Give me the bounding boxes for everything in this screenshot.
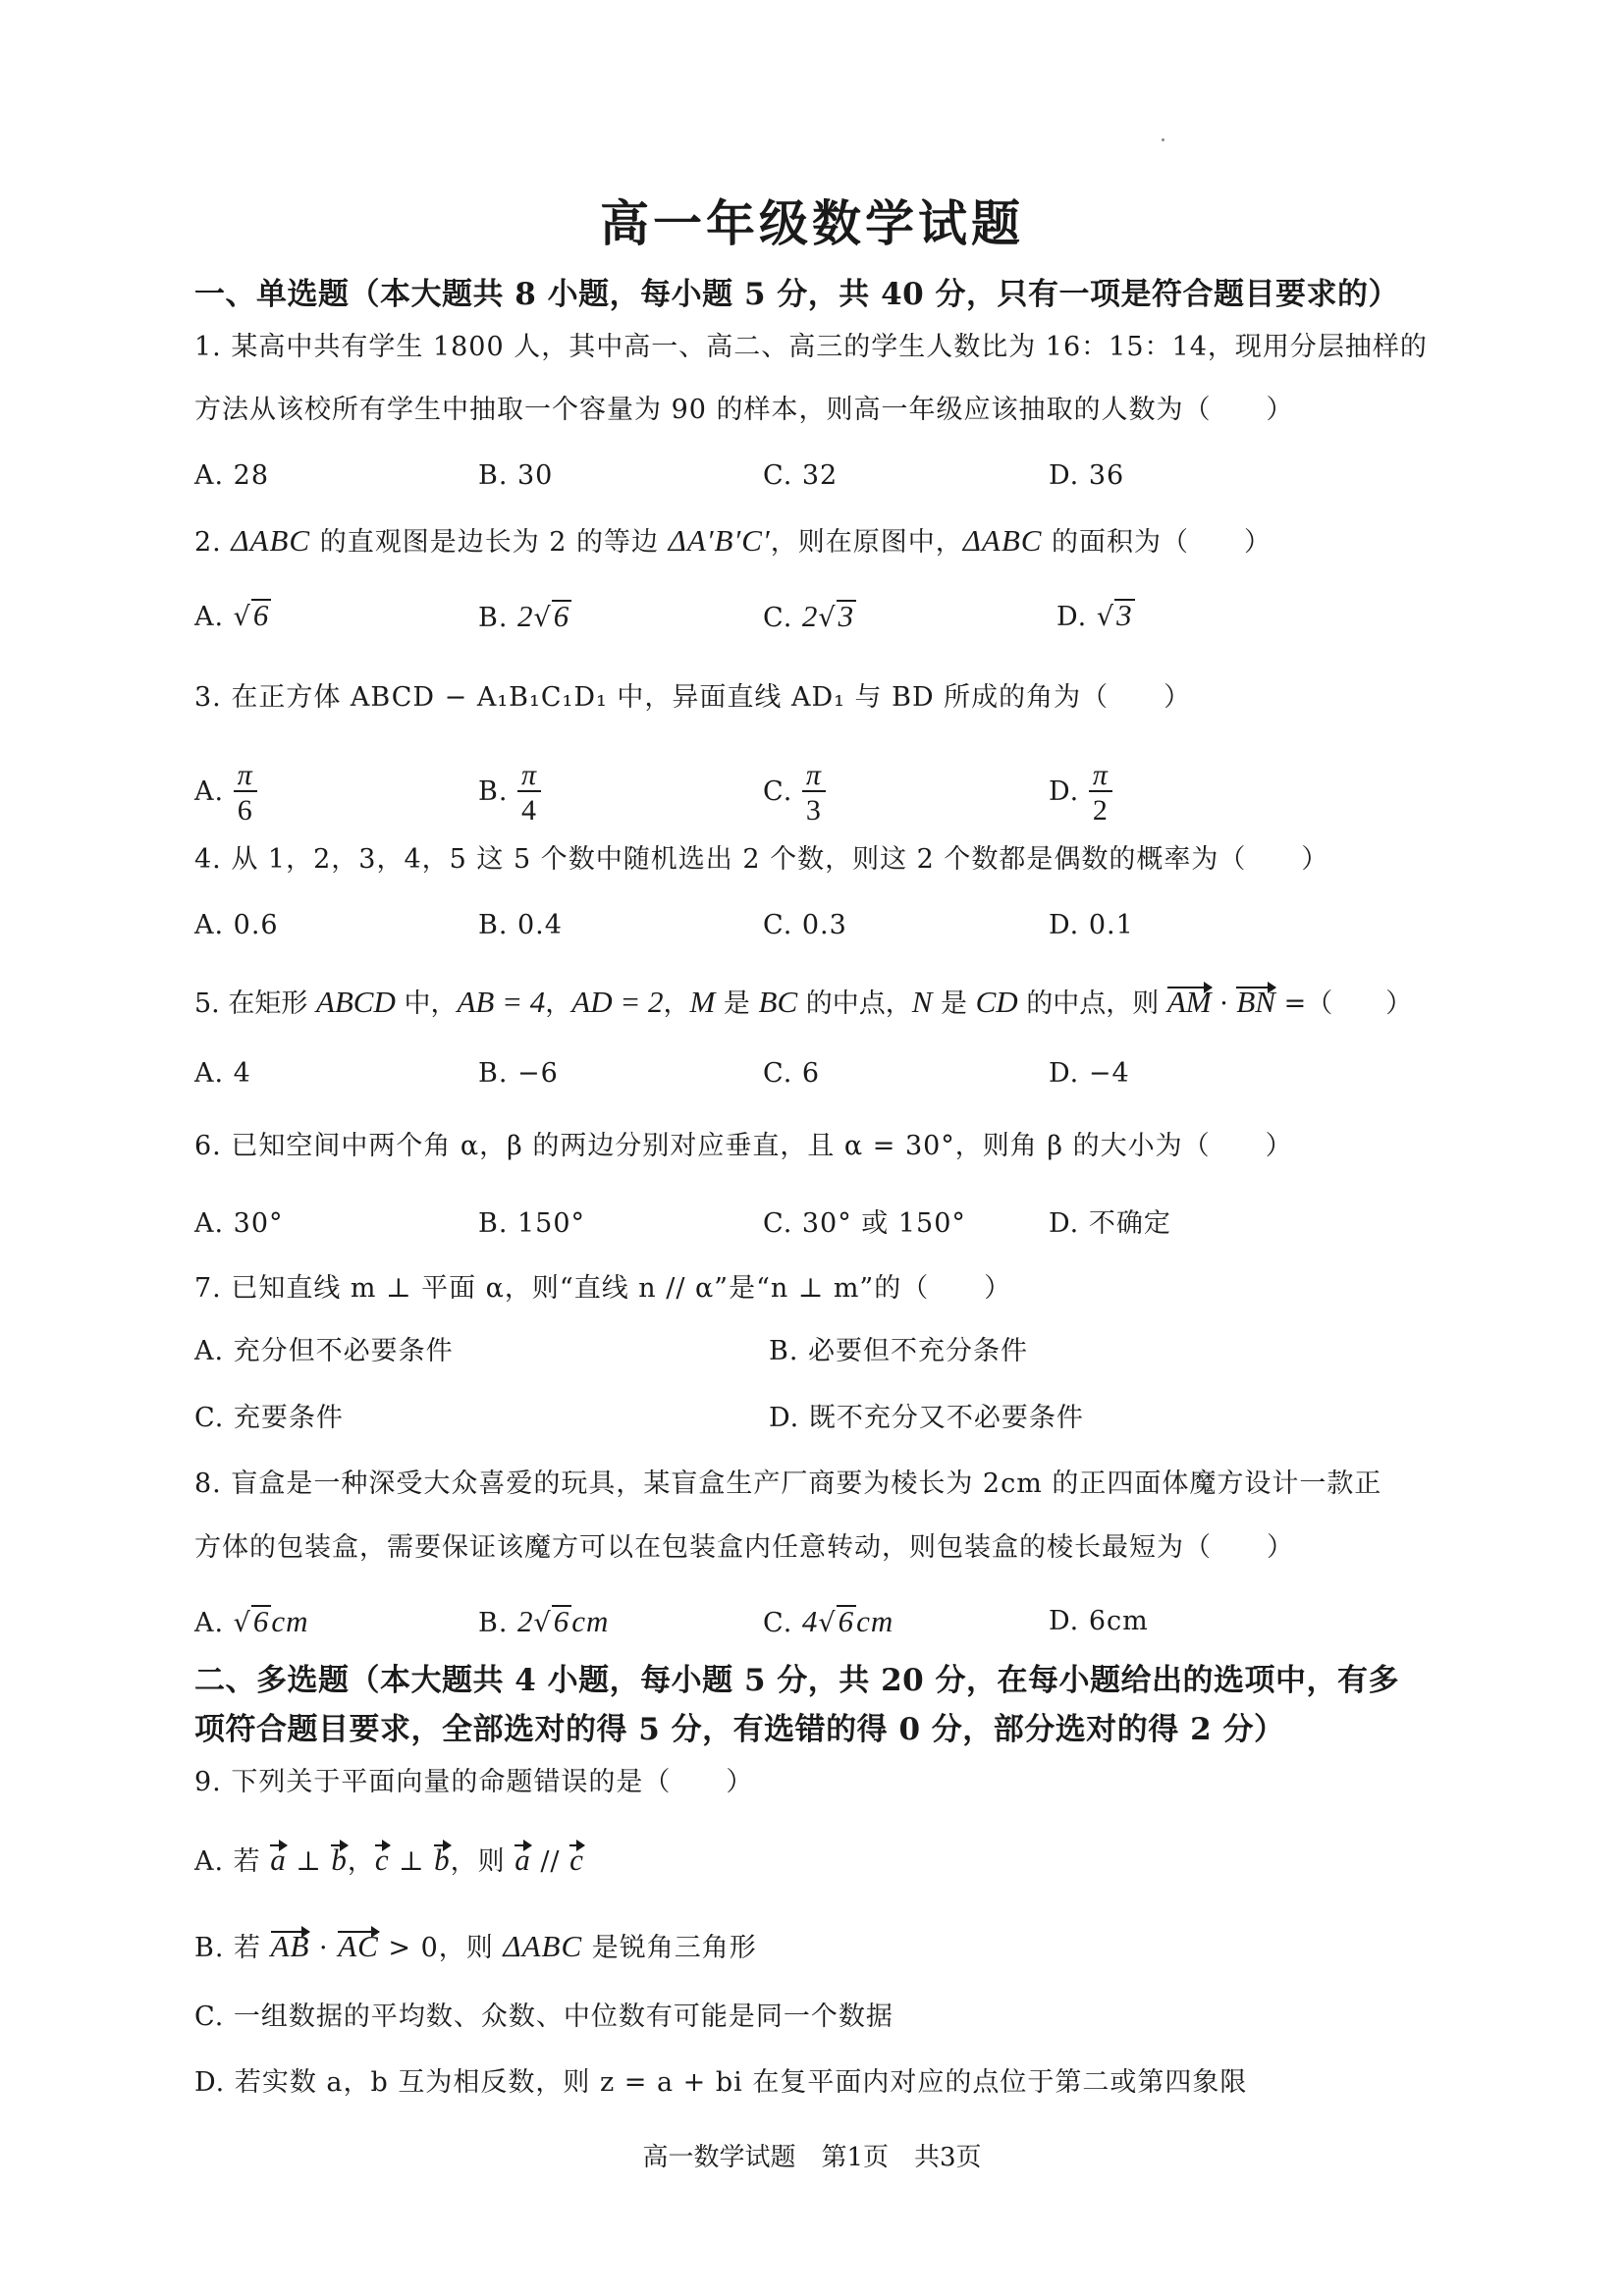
vector-b: b — [434, 1842, 451, 1877]
question-3-stem: 3. 在正方体 ABCD − A₁B₁C₁D₁ 中，异面直线 AD₁ 与 BD 所成的角为（ ） — [194, 682, 1192, 713]
radicand: 6 — [252, 1604, 270, 1638]
question-8-option-a: A. √6cm — [194, 1604, 309, 1638]
math-triangle-prime: ΔA′B′C′ — [668, 523, 771, 558]
question-2-option-a: A. √6 — [194, 598, 270, 632]
vector-a: a — [514, 1842, 531, 1877]
question-6-option-c: C. 30° 或 150° — [763, 1208, 966, 1239]
question-8-option-c: C. 4√6cm — [763, 1604, 894, 1638]
question-7-option-b: B. 必要但不充分条件 — [769, 1336, 1029, 1366]
question-7-option-a: A. 充分但不必要条件 — [194, 1336, 454, 1366]
question-2-option-b: B. 2√6 — [478, 599, 570, 633]
radicand: 3 — [1116, 598, 1133, 632]
fraction: $\frac{\pi}{3}$ — [802, 761, 826, 826]
vector-am: AM — [1166, 985, 1212, 1019]
question-3-option-c: C. $\frac{\pi}{3}$ — [763, 758, 826, 827]
question-7-option-d: D. 既不充分又不必要条件 — [769, 1403, 1084, 1433]
radicand: 6 — [553, 1604, 570, 1638]
question-8-option-b: B. 2√6cm — [478, 1604, 610, 1638]
question-6-option-a: A. 30° — [194, 1208, 284, 1239]
vector-c: c — [374, 1842, 390, 1877]
question-3-option-d: D. $\frac{\pi}{2}$ — [1049, 758, 1112, 827]
question-6-stem: 6. 已知空间中两个角 α，β 的两边分别对应垂直，且 α = 30°，则角 β 的大小为（ ） — [194, 1131, 1293, 1161]
page-title: 高一年级数学试题 — [600, 194, 1024, 252]
question-6-option-b: B. 150° — [478, 1208, 586, 1239]
radicand: 6 — [838, 1604, 855, 1638]
vector-a: a — [270, 1842, 287, 1877]
question-1-option-c: C. 32 — [763, 460, 839, 491]
question-4-option-a: A. 0.6 — [194, 910, 279, 940]
vector-bn: BN — [1236, 985, 1275, 1019]
section-heading-multi-choice-line-2: 项符合题目要求，全部选对的得 5 分，有选错的得 0 分，部分选对的得 2 分） — [194, 1712, 1285, 1747]
radicand: 3 — [838, 599, 855, 633]
question-8-line-2: 方体的包装盒，需要保证该魔方可以在包装盒内任意转动，则包装盒的棱长最短为（ ） — [194, 1532, 1294, 1563]
question-4-option-b: B. 0.4 — [478, 910, 563, 940]
math-triangle: ΔABC — [962, 523, 1043, 558]
question-1-option-d: D. 36 — [1049, 460, 1125, 491]
fraction: $\frac{\pi}{6}$ — [234, 761, 257, 826]
page-footer: 高一数学试题 第1页 共3页 — [642, 2143, 982, 2172]
question-8-line-1: 8. 盲盒是一种深受大众喜爱的玩具，某盲盒生产厂商要为棱长为 2cm 的正四面体魔方设计一款正 — [194, 1468, 1382, 1499]
scan-speck — [1162, 138, 1164, 141]
question-2-option-c: C. 2√3 — [763, 599, 855, 633]
stem-text: ，则在原图中， — [770, 527, 963, 558]
section-heading-multi-choice-line-1: 二、多选题（本大题共 4 小题，每小题 5 分，共 20 分，在每小题给出的选项中，有多 — [194, 1663, 1400, 1698]
radicand: 6 — [252, 598, 270, 632]
question-1-option-a: A. 28 — [194, 460, 270, 491]
section-heading-single-choice: 一、单选题（本大题共 8 小题，每小题 5 分，共 40 分，只有一项是符合题目要求的） — [194, 277, 1400, 312]
question-9-option-b: B. 若 AB · AC > 0，则 ΔABC 是锐角三角形 — [194, 1929, 757, 1963]
question-1-option-b: B. 30 — [478, 460, 554, 491]
question-5-option-a: A. 4 — [194, 1058, 251, 1089]
fraction: $\frac{\pi}{4}$ — [517, 761, 541, 826]
question-9-option-a: A. 若 a ⊥ b，c ⊥ b，则 a // c — [194, 1842, 584, 1877]
vector-ac: AC — [338, 1929, 379, 1963]
fraction: $\frac{\pi}{2}$ — [1089, 761, 1112, 826]
question-5-option-d: D. −4 — [1049, 1058, 1130, 1089]
vector-c: c — [569, 1842, 584, 1877]
question-9-option-d: D. 若实数 a，b 互为相反数，则 z = a + bi 在复平面内对应的点位于第二或第四象限 — [194, 2067, 1248, 2098]
question-3-option-a: A. $\frac{\pi}{6}$ — [194, 758, 257, 827]
stem-text: 的直观图是边长为 2 的等边 — [310, 527, 669, 558]
math-triangle: ΔABC — [231, 523, 311, 558]
question-2-stem — [194, 523, 1272, 561]
question-2-option-d: D. √3 — [1056, 598, 1133, 632]
question-9-stem: 9. 下列关于平面向量的命题错误的是（ ） — [194, 1767, 754, 1797]
vector-ab: AB — [270, 1929, 310, 1963]
question-4-stem: 4. 从 1，2，3，4，5 这 5 个数中随机选出 2 个数，则这 2 个数都是偶数的概率为（ ） — [194, 844, 1329, 875]
vector-b: b — [331, 1842, 348, 1877]
question-1-line-1: 1. 某高中共有学生 1800 人，其中高一、高二、高三的学生人数比为 16：15：14，现用分层抽样的 — [194, 332, 1428, 362]
question-5-stem: 5. 在矩形 ABCD 中，AB = 4，AD = 2，M 是 BC 的中点，N 是 CD 的中点，则 AM · BN =（ ） — [194, 985, 1413, 1019]
question-5-option-c: C. 6 — [763, 1058, 821, 1089]
radicand: 6 — [553, 599, 570, 633]
question-5-option-b: B. −6 — [478, 1058, 559, 1089]
question-3-option-b: B. $\frac{\pi}{4}$ — [478, 758, 541, 827]
question-1-line-2: 方法从该校所有学生中抽取一个容量为 90 的样本，则高一年级应该抽取的人数为（ ） — [194, 395, 1294, 425]
question-8-option-d: D. 6cm — [1049, 1606, 1149, 1636]
question-7-option-c: C. 充要条件 — [194, 1403, 344, 1433]
question-4-option-c: C. 0.3 — [763, 910, 847, 940]
stem-text: 的面积为（ ） — [1042, 527, 1272, 558]
question-9-option-c: C. 一组数据的平均数、众数、中位数有可能是同一个数据 — [194, 2002, 893, 2032]
question-number: 2. — [194, 527, 222, 558]
question-4-option-d: D. 0.1 — [1049, 910, 1134, 940]
question-6-option-d: D. 不确定 — [1049, 1208, 1171, 1239]
question-7-stem: 7. 已知直线 m ⊥ 平面 α，则“直线 n // α”是“n ⊥ m”的（ ） — [194, 1273, 1012, 1304]
